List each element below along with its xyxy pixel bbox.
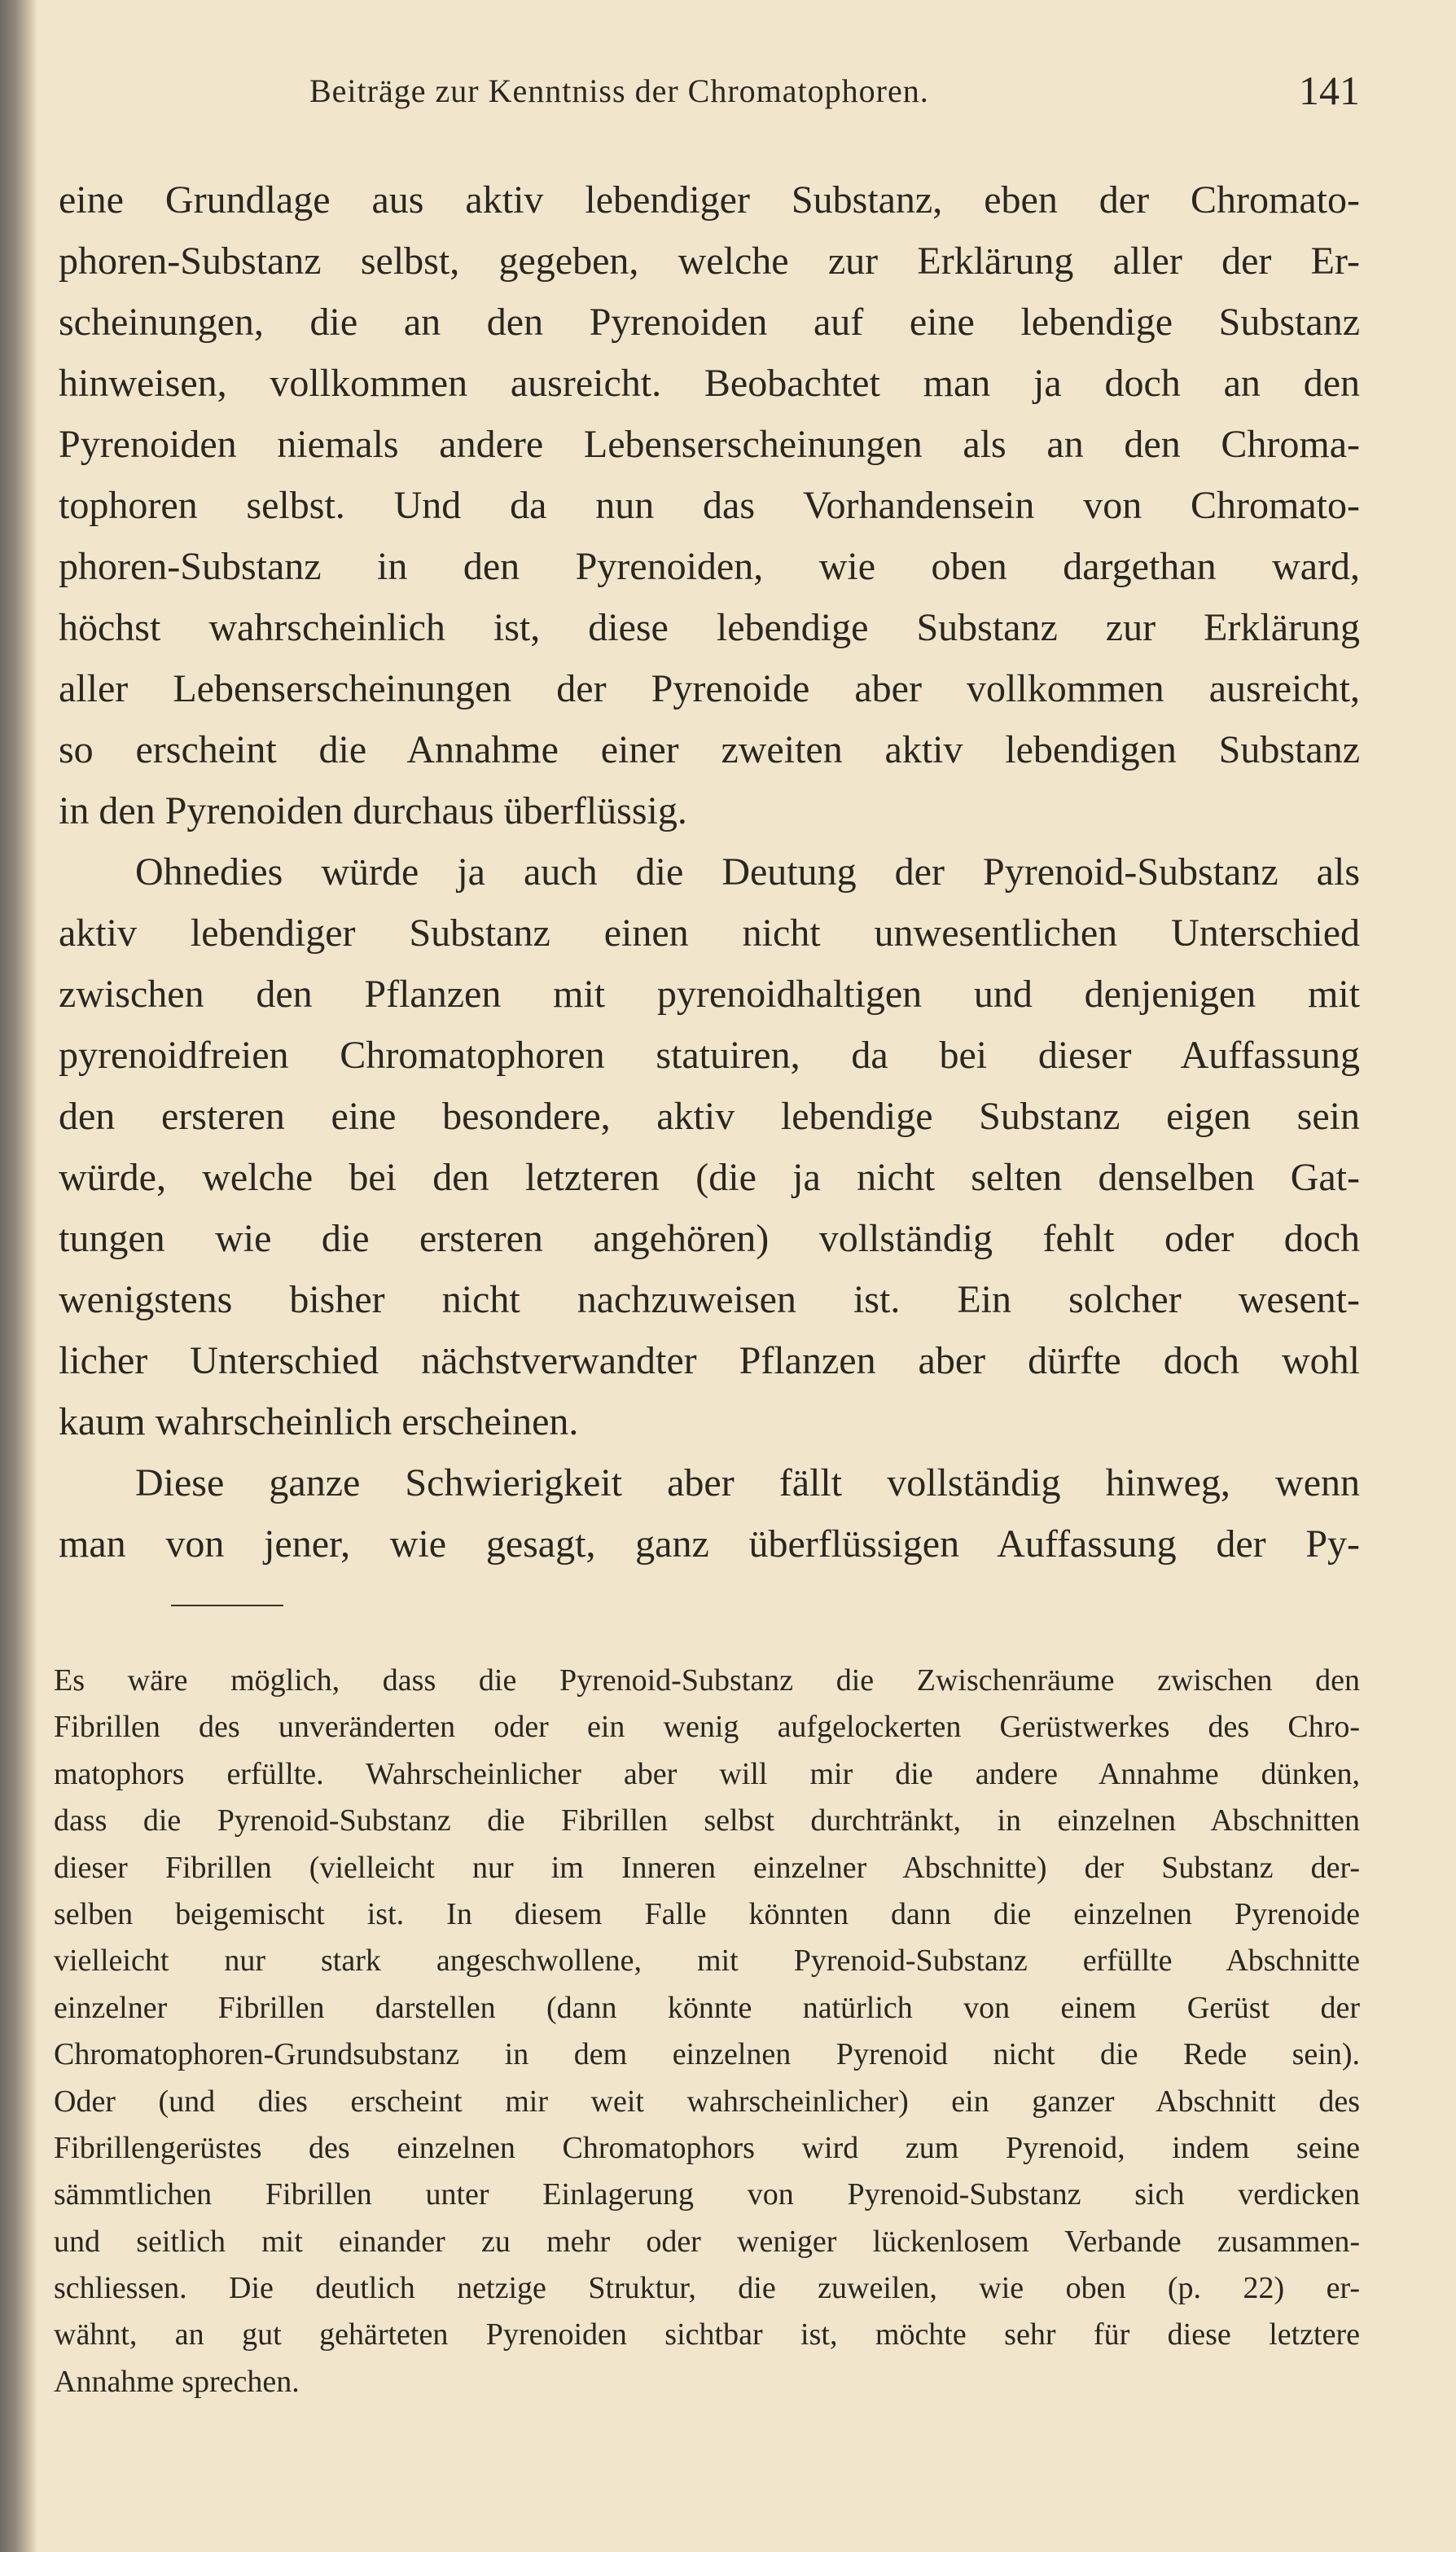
- footnote-line: einzelner Fibrillen darstellen (dann könnte natürlich von einem Gerüst der: [54, 1990, 1360, 2025]
- text-line: scheinungen, die an den Pyrenoiden auf eine lebendige Substanz: [59, 301, 1360, 344]
- footnote-line: matophors erfüllte. Wahrscheinlicher aber will mir die andere Annahme dünken,: [54, 1756, 1360, 1791]
- footnote-line: vielleicht nur stark angeschwollene, mit Pyrenoid-Substanz erfüllte Abschnitte: [54, 1944, 1360, 1979]
- text-line: aller Lebenserscheinungen der Pyrenoide aber vollkommen ausreicht,: [59, 667, 1360, 710]
- text-line: würde, welche bei den letzteren (die ja nicht selten denselben Gat-: [59, 1156, 1360, 1199]
- text-line: kaum wahrscheinlich erscheinen.: [59, 1400, 579, 1443]
- text-line: so erscheint die Annahme einer zweiten aktiv lebendigen Substanz: [59, 728, 1360, 771]
- text-line: in den Pyrenoiden durchaus überflüssig.: [59, 789, 687, 832]
- text-line: tungen wie die ersteren angehören) vollständig fehlt oder doch: [59, 1217, 1360, 1260]
- text-line: Ohnedies würde ja auch die Deutung der Pyrenoid-Substanz als: [135, 850, 1360, 894]
- footnote-line: Fibrillengerüstes des einzelnen Chromatophors wird zum Pyrenoid, indem seine: [54, 2130, 1360, 2165]
- running-title: Beiträge zur Kenntniss der Chromatophoren.: [309, 72, 929, 109]
- footnote-line: Chromatophoren-Grundsubstanz in dem einzelnen Pyrenoid nicht die Rede sein).: [54, 2037, 1360, 2072]
- footnote-line: schliessen. Die deutlich netzige Struktur, die zuweilen, wie oben (p. 22) er-: [54, 2271, 1360, 2306]
- text-line: tophoren selbst. Und da nun das Vorhandensein von Chromato-: [59, 484, 1360, 527]
- footnote-line: Fibrillen des unveränderten oder ein wenig aufgelockerten Gerüstwerkes des Chro-: [54, 1710, 1360, 1745]
- text-line: Pyrenoiden niemals andere Lebenserscheinungen als an den Chroma-: [59, 423, 1360, 466]
- footnote-line: sämmtlichen Fibrillen unter Einlagerung von Pyrenoid-Substanz sich verdicken: [54, 2177, 1360, 2212]
- text-line: zwischen den Pflanzen mit pyrenoidhaltigen und denjenigen mit: [59, 973, 1360, 1016]
- running-header: [309, 68, 1360, 129]
- footnote-line: Es wäre möglich, dass die Pyrenoid-Substanz die Zwischenräume zwischen den: [54, 1663, 1360, 1698]
- text-line: aktiv lebendiger Substanz einen nicht unwesentlichen Unterschied: [59, 911, 1360, 955]
- footnote-line: wähnt, an gut gehärteten Pyrenoiden sichtbar ist, möchte sehr für diese letztere: [54, 2317, 1360, 2352]
- footnote-line: dieser Fibrillen (vielleicht nur im Inneren einzelner Abschnitte) der Substanz der-: [54, 1850, 1360, 1885]
- footnote: [54, 1658, 1360, 2405]
- text-line: höchst wahrscheinlich ist, diese lebendige Substanz zur Erklärung: [59, 606, 1360, 649]
- footnote-line: Oder (und dies erscheint mir weit wahrscheinlicher) ein ganzer Abschnitt des: [54, 2084, 1360, 2119]
- footnote-line: selben beigemischt ist. In diesem Falle könnten dann die einzelnen Pyrenoide: [54, 1896, 1360, 1931]
- footnote-line: Annahme sprechen.: [54, 2364, 300, 2399]
- text-line: hinweisen, vollkommen ausreicht. Beobachtet man ja doch an den: [59, 362, 1360, 405]
- text-line: licher Unterschied nächstverwandter Pflanzen aber dürfte doch wohl: [59, 1339, 1360, 1382]
- scan-page-edge: [0, 0, 37, 2552]
- text-line: phoren-Substanz in den Pyrenoiden, wie oben dargethan ward,: [59, 545, 1360, 588]
- text-line: man von jener, wie gesagt, ganz überflüssigen Auffassung der Py-: [59, 1522, 1360, 1566]
- text-line: den ersteren eine besondere, aktiv lebendige Substanz eigen sein: [59, 1095, 1360, 1138]
- footnote-line: und seitlich mit einander zu mehr oder weniger lückenlosem Verbande zusammen-: [54, 2224, 1360, 2259]
- page-number: 141: [1299, 68, 1360, 113]
- footnote-line: dass die Pyrenoid-Substanz die Fibrillen selbst durchtränkt, in einzelnen Abschnitten: [54, 1803, 1360, 1838]
- text-line: pyrenoidfreien Chromatophoren statuiren, da bei dieser Auffassung: [59, 1034, 1360, 1077]
- main-text: [59, 169, 1360, 1575]
- text-line: eine Grundlage aus aktiv lebendiger Substanz, eben der Chromato-: [59, 178, 1360, 222]
- text-line: Diese ganze Schwierigkeit aber fällt vollständig hinweg, wenn: [135, 1461, 1360, 1504]
- text-line: wenigstens bisher nicht nachzuweisen ist. Ein solcher wesent-: [59, 1278, 1360, 1321]
- text-line: phoren-Substanz selbst, gegeben, welche zur Erklärung aller der Er-: [59, 239, 1360, 283]
- footnote-rule: [171, 1605, 283, 1606]
